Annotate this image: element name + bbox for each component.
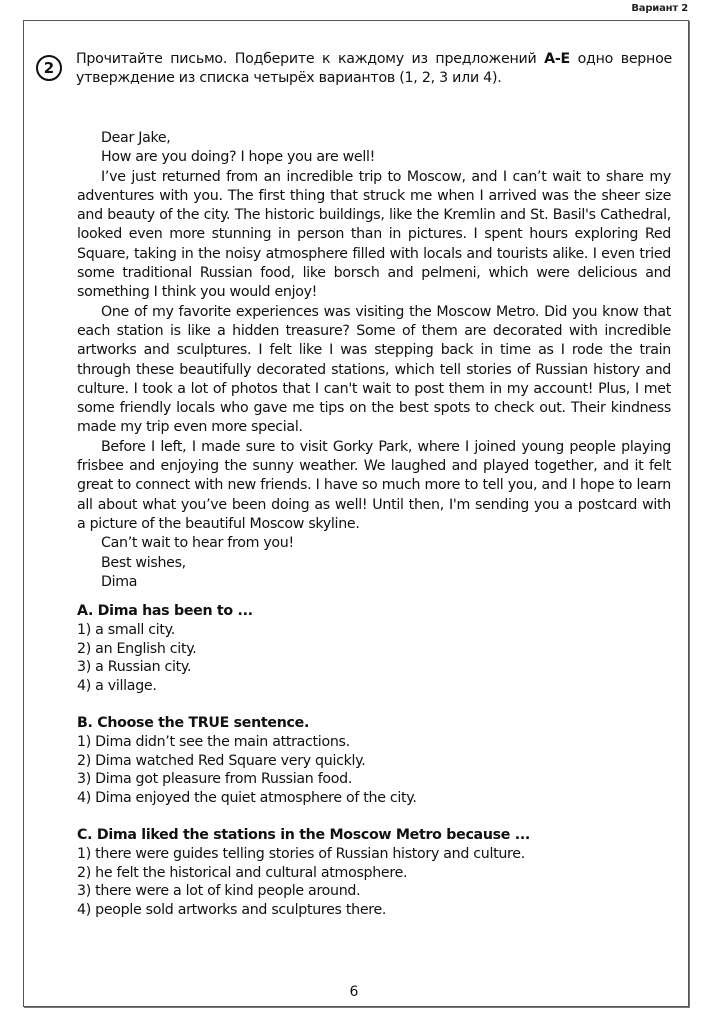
- task-instruction: [76, 50, 672, 88]
- questions: [77, 602, 671, 938]
- question-title: C. Dima liked the stations in the Moscow Metro because ...: [77, 826, 530, 843]
- answer-option: 3) Dima got pleasure from Russian food.: [77, 771, 353, 788]
- variant-label: Вариант 2: [631, 3, 688, 14]
- answer-option: 4) people sold artworks and sculptures there.: [77, 902, 387, 919]
- instruction-letters: A-E: [544, 51, 570, 67]
- answer-option: 2) Dima watched Red Square very quickly.: [77, 752, 366, 769]
- instruction-text-cont: одно верное утверждение из списка четырёх вариантов (1, 2, 3 или 4).: [76, 51, 672, 86]
- answer-option: 1) a small city.: [77, 621, 175, 638]
- question-c: [77, 826, 671, 920]
- task-header: [36, 50, 672, 88]
- answer-option: 2) he felt the historical and cultural atmosphere.: [77, 864, 408, 881]
- question-a: [77, 602, 671, 696]
- letter-paragraph: I’ve just returned from an incredible trip to Moscow, and I can’t wait to share my adventures with you. The first thing that struck me when I arrived was the sheer size and beauty of the city. The historic buildings, like the Kremlin and St. Basil's Cathedral, looked even more stunning in person than in pictures. I spent hours exploring Red Square, taking in the noisy atmosphere filled with locals and tourists alike. I even tried some traditional Russian food, like borsch and pelmeni, which were delicious and something I think you would enjoy!: [77, 168, 671, 301]
- task-number-badge: 2: [36, 55, 62, 81]
- answer-option: 4) a village.: [77, 678, 157, 695]
- answer-option: 4) Dima enjoyed the quiet atmosphere of the city.: [77, 790, 417, 807]
- letter: [77, 129, 671, 592]
- instruction-text: Прочитайте письмо. Подберите к каждому из предложений: [76, 51, 545, 67]
- answer-option: 3) there were a lot of kind people around.: [77, 883, 361, 900]
- letter-greeting: Dear Jake,: [101, 130, 171, 146]
- page-number: 6: [349, 984, 359, 1000]
- letter-paragraph: Before I left, I made sure to visit Gorky Park, where I joined young people playing frisbee and enjoying the sunny weather. We laughed and played together, and it felt great to connect with new friends. I have so much more to tell you, and I hope to learn all about what you’ve been doing as well! Until then, I'm sending you a postcard with a picture of the beautiful Moscow skyline.: [77, 438, 671, 532]
- letter-paragraph: How are you doing? I hope you are well!: [101, 149, 376, 166]
- answer-option: 1) Dima didn’t see the main attractions.: [77, 733, 350, 750]
- question-b: [77, 714, 671, 808]
- question-title: B. Choose the TRUE sentence.: [77, 714, 310, 731]
- letter-paragraph: Can’t wait to hear from you!: [101, 535, 294, 552]
- question-title: A. Dima has been to ...: [77, 603, 253, 619]
- answer-option: 2) an English city.: [77, 640, 197, 657]
- answer-option: 1) there were guides telling stories of Russian history and culture.: [77, 845, 525, 862]
- answer-option: 3) a Russian city.: [77, 659, 192, 676]
- letter-signature: Dima: [101, 573, 138, 590]
- letter-paragraph: One of my favorite experiences was visiting the Moscow Metro. Did you know that each station is like a hidden treasure? Some of them are decorated with incredible artworks and sculptures. I felt like I was stepping back in time as I rode the train through these beautifully decorated stations, which tell stories of Russian history and culture. I took a lot of photos that I can't wait to post them in my account! Plus, I met some friendly locals who gave me tips on the best spots to check out. Their kindness made my trip even more special.: [77, 303, 671, 436]
- letter-closing: Best wishes,: [101, 554, 186, 571]
